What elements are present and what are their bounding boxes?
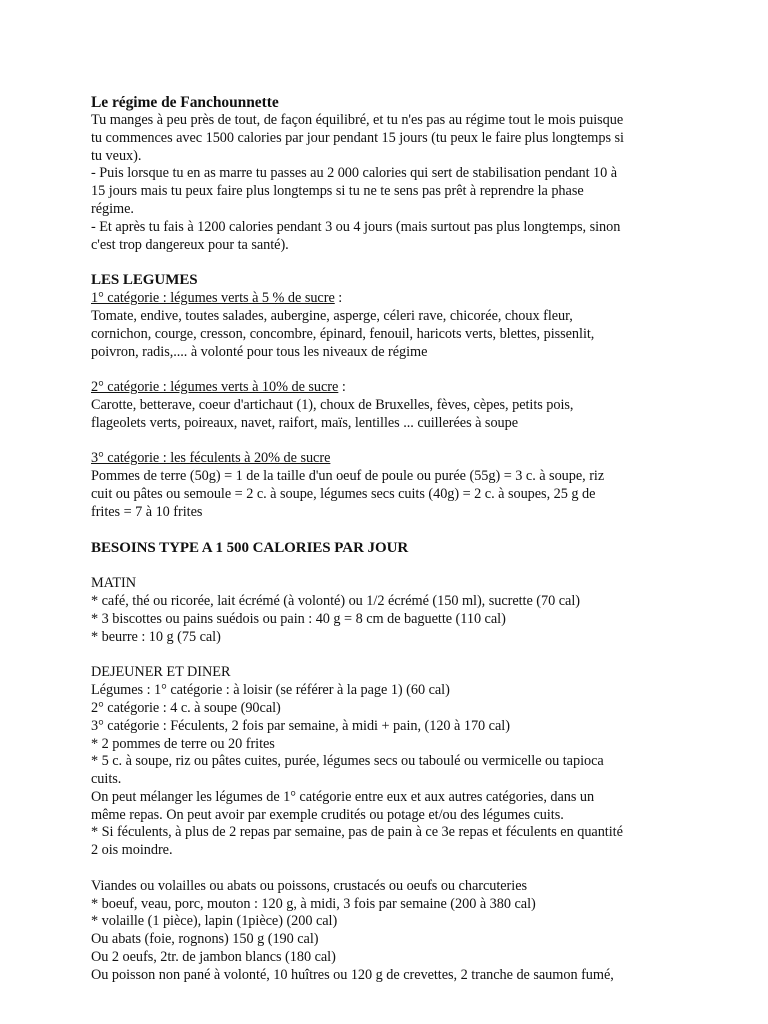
matin-section <box>91 575 691 646</box>
intro-line: Tu manges à peu près de tout, de façon équilibré, et tu n'es pas au régime tout le mois puisque <box>91 112 624 128</box>
intro-line: régime. <box>91 200 134 217</box>
dejeuner-line: On peut mélanger les légumes de 1° catégorie entre eux et aux autres catégories, dans un <box>91 788 595 805</box>
cat3-label-line <box>91 450 691 468</box>
viandes-line: Ou poisson non pané à volonté, 10 huîtres ou 120 g de crevettes, 2 tranche de saumon fumé, <box>91 966 614 983</box>
cat3-line: Pommes de terre (50g) = 1 de la taille d'un oeuf de poule ou purée (55g) = 3 c. à soupe, riz <box>91 468 605 485</box>
viandes-line: Viandes ou volailles ou abats ou poissons, crustacés ou oeufs ou charcuteries <box>91 877 528 894</box>
matin-heading: MATIN <box>91 575 137 592</box>
dejeuner-section <box>91 664 691 860</box>
cat1-label: 1° catégorie : légumes verts à 5 % de sucre <box>91 290 335 307</box>
cat3-line: cuit ou pâtes ou semoule = 2 c. à soupe, légumes secs cuits (40g) = 2 c. à soupes, 25 g de <box>91 485 596 502</box>
cat2-colon: : <box>338 379 346 396</box>
cat3-label: 3° catégorie : les féculents à 20% de sucre <box>91 450 331 467</box>
matin-line: * café, thé ou ricorée, lait écrémé (à volonté) ou 1/2 écrémé (150 ml), sucrette (70 cal) <box>91 593 580 610</box>
cat2-label-line <box>91 379 691 397</box>
dejeuner-line: 2 ois moindre. <box>91 842 173 859</box>
cat1-colon: : <box>334 290 343 307</box>
intro-line: tu veux). <box>91 147 142 164</box>
intro-line: - Et après tu fais à 1200 calories pendant 3 ou 4 jours (mais surtout pas plus longtemps, sinon <box>91 218 621 235</box>
viandes-section <box>91 878 691 985</box>
dejeuner-line: cuits. <box>91 771 122 788</box>
viandes-line: Ou abats (foie, rognons) 150 g (190 cal) <box>91 931 319 948</box>
intro-line: tu commences avec 1500 calories par jour pendant 15 jours (tu peux le faire plus longtemps si <box>91 129 624 146</box>
document-title: Le régime de Fanchounnette <box>91 94 279 111</box>
dejeuner-line: 3° catégorie : Féculents, 2 fois par semaine, à midi + pain, (120 à 170 cal) <box>91 717 510 734</box>
intro-line: c'est trop dangereux pour ta santé). <box>91 236 289 253</box>
legumes-heading: LES LEGUMES <box>91 272 198 289</box>
dejeuner-line: * Si féculents, à plus de 2 repas par semaine, pas de pain à ce 3e repas et féculents en quantité <box>91 824 623 841</box>
viandes-line: Ou 2 oeufs, 2tr. de jambon blancs (180 cal) <box>91 949 336 966</box>
dejeuner-line: * 2 pommes de terre ou 20 frites <box>91 735 275 752</box>
dejeuner-line: 2° catégorie : 4 c. à soupe (90cal) <box>91 699 281 716</box>
matin-line: * beurre : 10 g (75 cal) <box>91 628 221 645</box>
intro-paragraph <box>91 112 691 254</box>
legumes-cat3 <box>91 450 691 521</box>
cat1-label-line <box>91 290 691 308</box>
viandes-line: * boeuf, veau, porc, mouton : 120 g, à midi, 3 fois par semaine (200 à 380 cal) <box>91 895 536 912</box>
cat1-line: cornichon, courge, cresson, concombre, épinard, fenouil, haricots verts, blettes, pissenlit, <box>91 325 595 342</box>
cat1-line: poivron, radis,.... à volonté pour tous les niveaux de régime <box>91 343 428 360</box>
cat2-label: 2° catégorie : légumes verts à 10% de sucre <box>91 379 339 396</box>
dejeuner-line: Légumes : 1° catégorie : à loisir (se référer à la page 1) (60 cal) <box>91 682 450 699</box>
legumes-cat1 <box>91 290 691 361</box>
intro-line: - Puis lorsque tu en as marre tu passes au 2 000 calories qui sert de stabilisation pendant 10 à <box>91 165 618 182</box>
matin-line: * 3 biscottes ou pains suédois ou pain : 40 g = 8 cm de baguette (110 cal) <box>91 610 506 627</box>
dejeuner-line: * 5 c. à soupe, riz ou pâtes cuites, purée, légumes secs ou taboulé ou vermicelle ou tapioca <box>91 753 604 770</box>
document-page <box>91 93 691 985</box>
viandes-line: * volaille (1 pièce), lapin (1pièce) (200 cal) <box>91 913 338 930</box>
dejeuner-line: même repas. On peut avoir par exemple crudités ou potage et/ou des légumes cuits. <box>91 806 564 823</box>
cat2-line: flageolets verts, poireaux, navet, raifort, maïs, lentilles ... cuillerées à soupe <box>91 414 519 431</box>
cat2-line: Carotte, betterave, coeur d'artichaut (1), choux de Bruxelles, fèves, cèpes, petits pois, <box>91 396 574 413</box>
dejeuner-heading: DEJEUNER ET DINER <box>91 664 231 681</box>
besoins-heading: BESOINS TYPE A 1 500 CALORIES PAR JOUR <box>91 539 409 556</box>
cat1-line: Tomate, endive, toutes salades, aubergine, asperge, céleri rave, chicorée, choux fleur, <box>91 307 573 324</box>
legumes-cat2 <box>91 379 691 432</box>
intro-line: 15 jours mais tu peux faire plus longtemps si tu ne te sens pas prêt à reprendre la phase <box>91 183 584 200</box>
cat3-line: frites = 7 à 10 frites <box>91 503 203 520</box>
